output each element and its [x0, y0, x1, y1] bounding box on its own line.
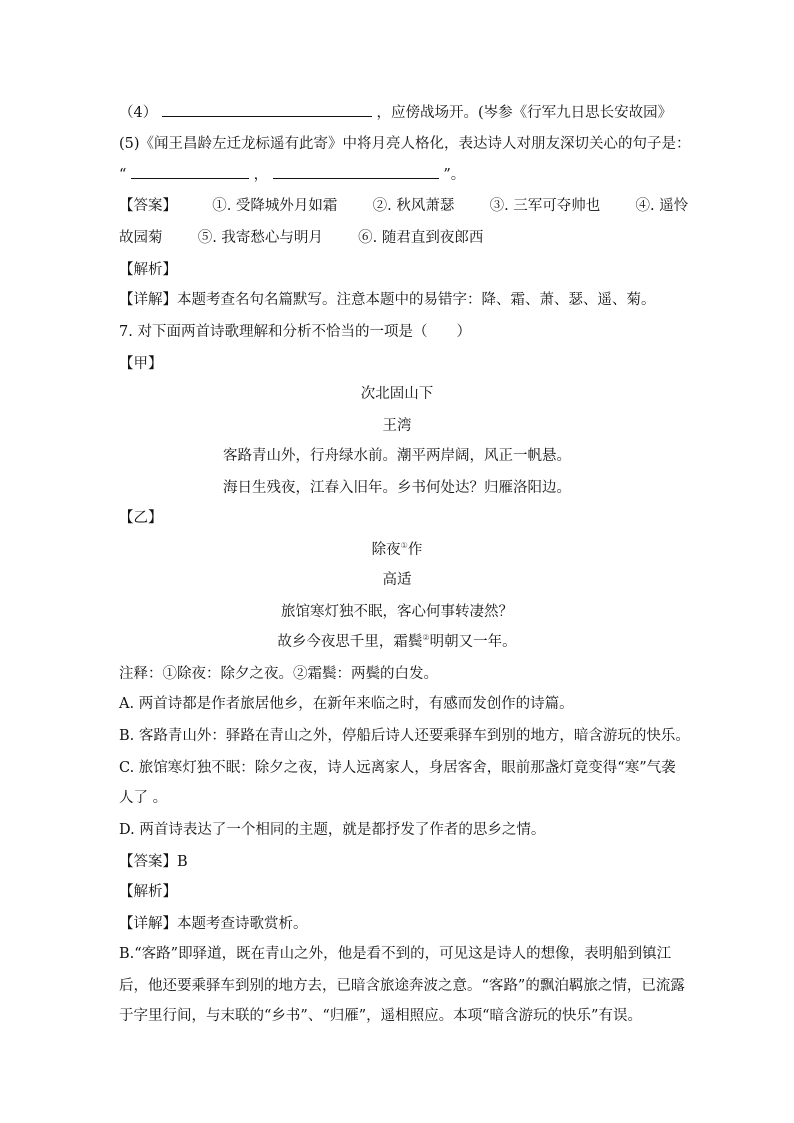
- answer-item: ③. 三军可夺帅也: [489, 198, 601, 214]
- detail-line: 于字里行间，与末联的“乡书”、“归雁”，遥相照应。本项“暗含游玩的快乐”有误。: [119, 1008, 642, 1024]
- poem-a-title: 次北固山下: [360, 386, 434, 402]
- answer-item: ⑤. 我寄愁心与明月: [197, 230, 323, 246]
- footnote-mark: ①: [400, 541, 408, 550]
- poem-a-tag: 【甲】: [119, 356, 163, 372]
- poem-b-tag: 【乙】: [119, 510, 163, 526]
- close-quote: ”。: [443, 167, 466, 183]
- q6-answer-line-2: [119, 228, 483, 248]
- item-5-answer-line: [119, 164, 465, 185]
- detail-line: B.“客路”即驿道，既在青山之外，他是看不到的，可见这是诗人的想像，表明船到镇江: [119, 946, 672, 962]
- footnote-text: 注释：①除夜：除夕之夜。②霜鬓：两鬓的白发。: [119, 666, 438, 682]
- answer-label: 【答案】: [119, 198, 177, 214]
- item-4-text: ，应傍战场开。(岑参《行军九日思长安故园》: [376, 105, 673, 121]
- answer-item: 故园菊: [119, 230, 163, 246]
- poem-a-line: 客路青山外，行舟绿水前。潮平两岸阔，风正一帆悬。: [223, 448, 571, 464]
- q6-answer-line: [119, 196, 688, 216]
- option-a: A. 两首诗都是作者旅居他乡，在新年来临之时，有感而发创作的诗篇。: [119, 696, 574, 712]
- poem-b-author: 高适: [382, 572, 412, 588]
- item-5-prompt: (5)《闻王昌龄左迁龙标遥有此寄》中将月亮人格化，表达诗人对朋友深切关心的句子是：: [119, 136, 691, 152]
- option-c-cont: 人了 。: [119, 790, 168, 806]
- poem-b-line: 故乡今夜思千里，霜鬓②明朝又一年。: [277, 633, 517, 650]
- open-quote: “: [119, 167, 127, 183]
- answer-blank[interactable]: [162, 102, 372, 117]
- analysis-label: 【解析】: [119, 884, 177, 900]
- answer-blank[interactable]: [273, 164, 439, 179]
- answer-item: ⑥. 随君直到夜郎西: [358, 230, 484, 246]
- answer-item: ④. 遥怜: [635, 198, 689, 214]
- option-d: D. 两首诗表达了一个相同的主题，就是都抒发了作者的思乡之情。: [119, 822, 546, 838]
- detail-text: 【详解】本题考查名句名篇默写。注意本题中的易错字：降、霜、萧、瑟、遥、菊。: [119, 292, 656, 308]
- answer-blank[interactable]: [131, 164, 249, 179]
- poem-b-title: 除夜①作: [371, 541, 423, 558]
- answer-item: ②. 秋风萧瑟: [372, 198, 455, 214]
- option-b: B. 客路青山外：驿路在青山之外，停船后诗人还要乘驿车到别的地方，暗含游玩的快乐。: [119, 728, 690, 744]
- poem-a-line: 海日生残夜，江春入旧年。乡书何处达？归雁洛阳边。: [223, 480, 571, 496]
- poem-b-line: 旅馆寒灯独不眠，客心何事转凄然？: [281, 604, 513, 620]
- detail-label: 【详解】本题考查诗歌赏析。: [119, 916, 308, 932]
- option-c: C. 旅馆寒灯独不眠：除夕之夜，诗人远离家人，身居客舍，眼前那盏灯竟变得“寒”气袭: [119, 760, 676, 776]
- item-4-line: [119, 102, 672, 123]
- item-4-number: （4）: [119, 105, 158, 121]
- analysis-label: 【解析】: [119, 262, 177, 278]
- answer-text: 【答案】B: [119, 854, 188, 870]
- detail-line: 后，他还要乘驿车到别的地方去，已暗含旅途奔波之意。“客路”的飘泊羁旅之情，已流露: [119, 978, 685, 994]
- poem-a-author: 王湾: [382, 418, 412, 434]
- question-stem: 7. 对下面两首诗歌理解和分析不恰当的一项是（ ）: [119, 324, 471, 340]
- footnote-mark: ②: [422, 633, 430, 642]
- comma: ，: [253, 167, 269, 183]
- answer-item: ①. 受降城外月如霜: [212, 198, 338, 214]
